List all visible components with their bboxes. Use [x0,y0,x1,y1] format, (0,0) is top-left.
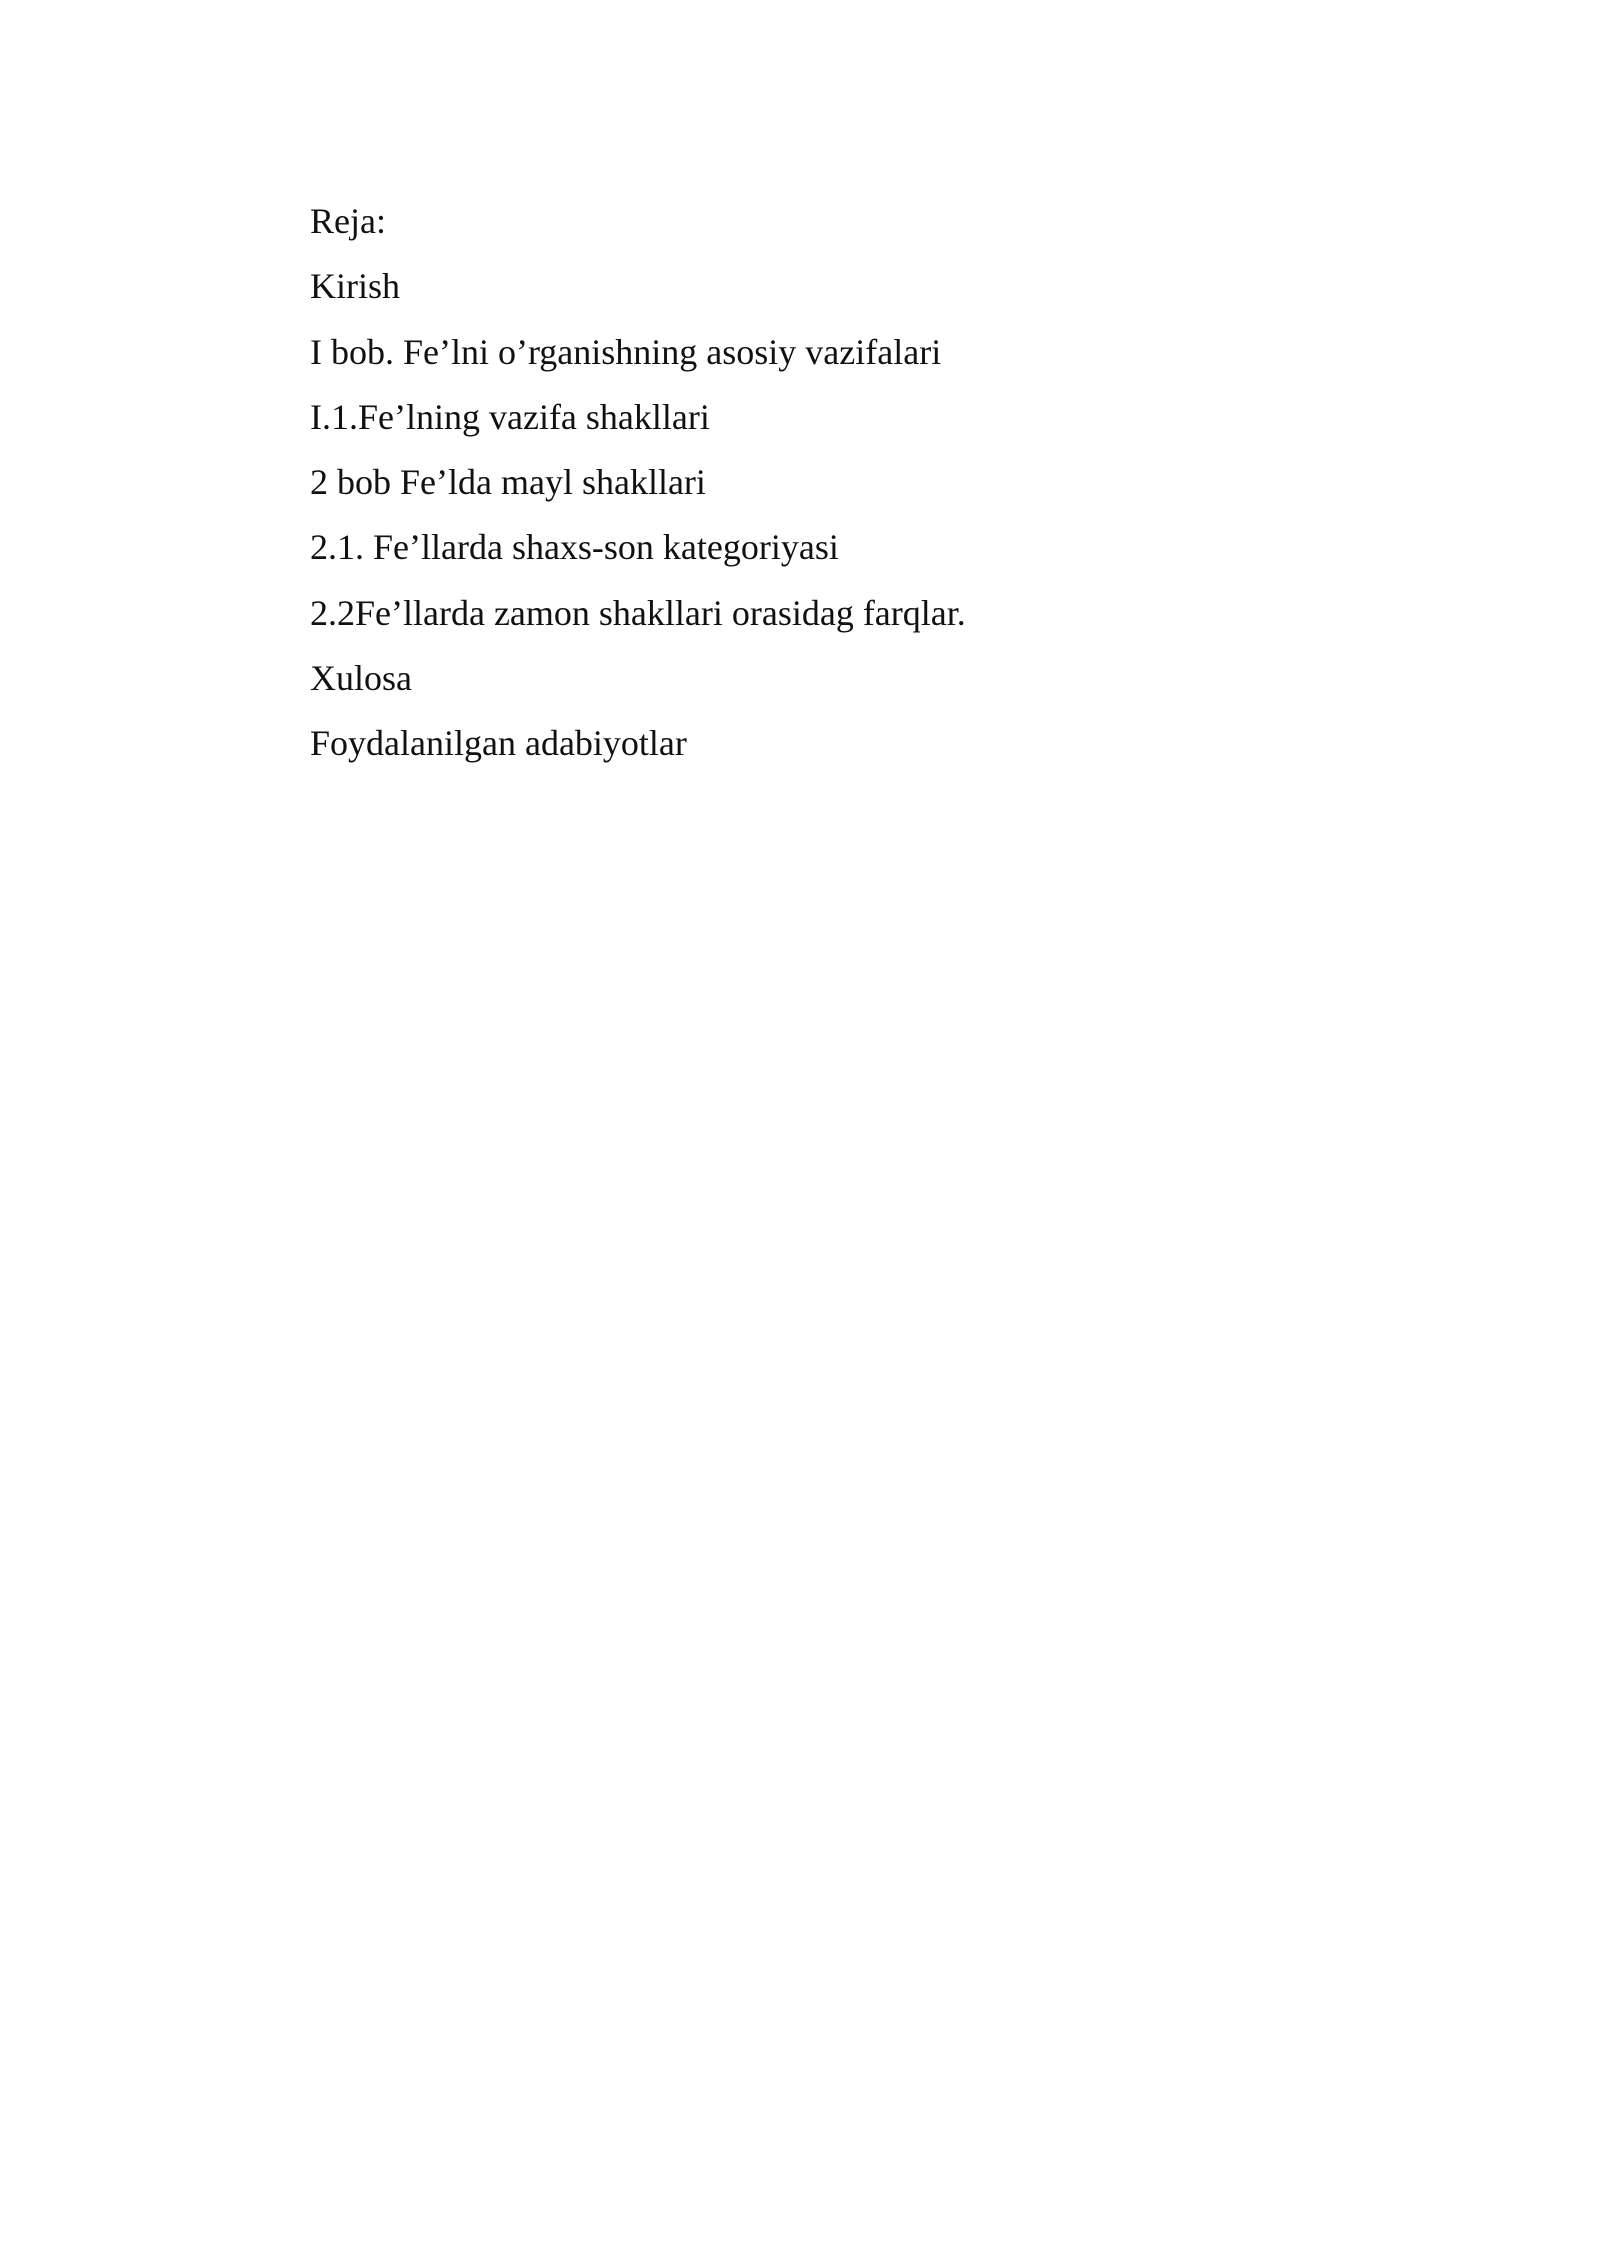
toc-item-section-1-1: I.1.Fe’lning vazifa shakllari [310,396,710,437]
toc-item-conclusion: Xulosa [310,658,412,699]
toc-item-references: Foydalanilgan adabiyotlar [310,723,687,764]
table-of-contents [310,189,966,777]
toc-item-chapter-1: I bob. Fe’lni o’rganishning asosiy vazifalari [310,331,942,372]
toc-item-section-2-1: 2.1. Fe’llarda shaxs-son kategoriyasi [310,527,839,568]
toc-item-introduction: Kirish [310,266,400,307]
toc-heading: Reja: [310,201,386,241]
toc-item-chapter-2: 2 bob Fe’lda mayl shakllari [310,462,706,503]
toc-item-section-2-2: 2.2Fe’llarda zamon shakllari orasidag farqlar. [310,592,966,633]
